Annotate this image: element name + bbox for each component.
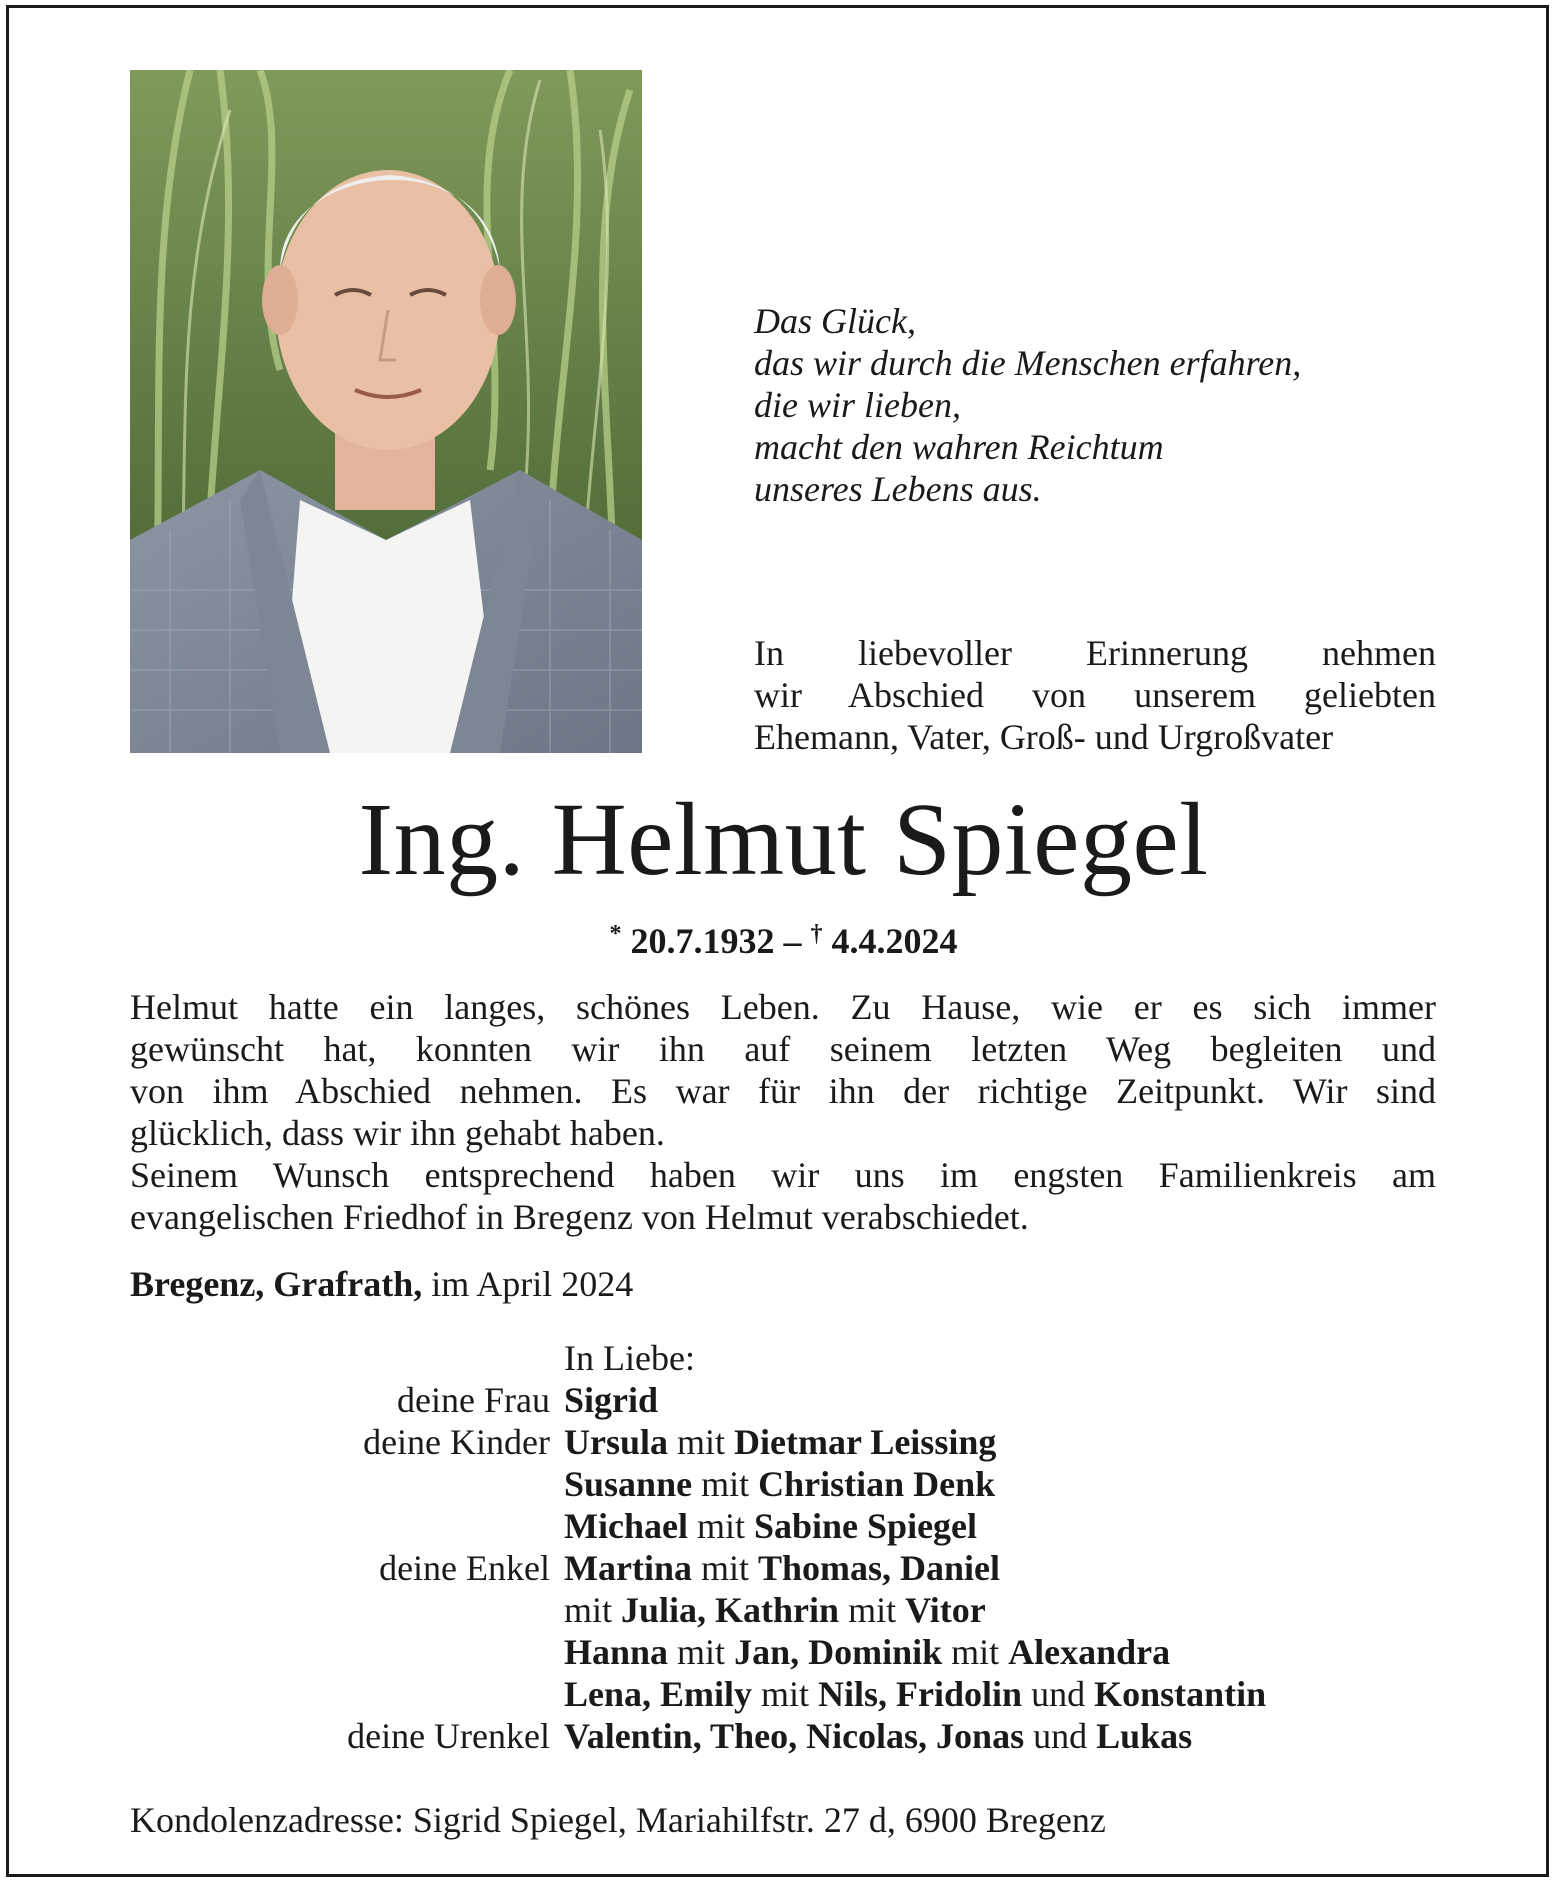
intro-text	[754, 632, 1436, 758]
family-relation	[130, 1673, 564, 1715]
family-member-name: Julia, Kathrin	[621, 1590, 840, 1630]
family-list	[130, 1337, 1450, 1757]
family-member-name: Sabine Spiegel	[753, 1506, 978, 1546]
family-member-name: Nils, Fridolin	[818, 1674, 1023, 1714]
family-member-name: Konstantin	[1094, 1674, 1267, 1714]
text-line: Seinem Wunsch entsprechend haben wir uns im engsten Familienkreis am	[130, 1155, 1436, 1195]
family-member-name: Christian Denk	[758, 1464, 996, 1504]
life-dates	[0, 912, 1567, 963]
family-connector: mit	[692, 1464, 759, 1504]
family-row	[130, 1673, 1450, 1715]
quote-line: macht den wahren Reichtum	[754, 427, 1164, 467]
family-row	[130, 1589, 1450, 1631]
text-line: Helmut hatte ein langes, schönes Leben. Zu Hause, wie er es sich immer	[130, 987, 1436, 1027]
text-line: von ihm Abschied nehmen. Es war für ihn der richtige Zeitpunkt. Wir sind	[130, 1071, 1436, 1111]
family-member-name: Susanne	[564, 1464, 693, 1504]
family-row	[130, 1547, 1450, 1589]
family-relation	[130, 1463, 564, 1505]
family-member-name: Valentin, Theo, Nicolas, Jonas	[564, 1716, 1025, 1756]
family-relation	[130, 1589, 564, 1631]
family-member-name: Thomas, Daniel	[757, 1548, 1001, 1588]
family-row	[130, 1631, 1450, 1673]
date-separator: –	[783, 921, 802, 961]
family-relation	[130, 1505, 564, 1547]
family-relation: deine Frau	[397, 1380, 550, 1420]
quote-line: die wir lieben,	[754, 385, 961, 425]
death-date: 4.4.2024	[831, 921, 958, 961]
obituary-text	[130, 986, 1436, 1238]
family-names	[564, 1463, 1450, 1505]
family-relation: deine Enkel	[379, 1548, 550, 1588]
family-connector: mit	[668, 1632, 735, 1672]
intro-line: wir Abschied von unserem geliebten	[754, 675, 1436, 715]
family-connector: und	[1024, 1716, 1097, 1756]
birth-date: 20.7.1932	[630, 921, 775, 961]
intro-line: In liebevoller Erinnerung nehmen	[754, 633, 1436, 673]
family-row	[130, 1379, 1450, 1421]
family-member-name: Jan, Dominik	[734, 1632, 943, 1672]
place-date	[130, 1262, 633, 1306]
text-line: evangelischen Friedhof in Bregenz von Helmut verabschiedet.	[130, 1197, 1029, 1237]
family-connector: mit	[752, 1674, 819, 1714]
portrait-illustration	[130, 70, 642, 753]
family-member-name: Sigrid	[564, 1380, 659, 1420]
intro-line: Ehemann, Vater, Groß- und Urgroßvater	[754, 717, 1334, 757]
portrait-photo	[130, 70, 642, 753]
family-row	[130, 1505, 1450, 1547]
family-row	[130, 1463, 1450, 1505]
family-member-name: Michael	[564, 1506, 688, 1546]
place-month: im April 2024	[422, 1264, 634, 1304]
family-names	[564, 1547, 1450, 1589]
family-row	[130, 1421, 1450, 1463]
family-heading-row	[130, 1337, 1450, 1379]
family-names	[564, 1673, 1450, 1715]
family-connector: mit	[564, 1590, 622, 1630]
family-names	[564, 1379, 1450, 1421]
family-member-name: Vitor	[905, 1590, 986, 1630]
family-connector: mit	[942, 1632, 1009, 1672]
text-line: glücklich, dass wir ihn gehabt haben.	[130, 1113, 665, 1153]
family-names	[564, 1589, 1450, 1631]
family-member-name: Hanna	[564, 1632, 669, 1672]
birth-symbol: *	[609, 921, 622, 947]
death-symbol: †	[810, 921, 823, 947]
quote-line: Das Glück,	[754, 301, 916, 341]
family-member-name: Alexandra	[1008, 1632, 1171, 1672]
text-line: gewünscht hat, konnten wir ihn auf seinem letzten Weg begleiten und	[130, 1029, 1436, 1069]
family-relation	[130, 1631, 564, 1673]
deceased-name: Ing. Helmut Spiegel	[358, 782, 1209, 897]
family-relation: deine Kinder	[363, 1422, 550, 1462]
family-connector: und	[1022, 1674, 1095, 1714]
family-member-name: Dietmar Leissing	[734, 1422, 997, 1462]
family-connector: mit	[839, 1590, 906, 1630]
family-row	[130, 1715, 1450, 1757]
quote	[754, 300, 1414, 510]
family-heading: In Liebe:	[564, 1338, 695, 1378]
family-member-name: Lena, Emily	[564, 1674, 753, 1714]
quote-line: unseres Lebens aus.	[754, 469, 1042, 509]
place-names: Bregenz, Grafrath,	[130, 1264, 423, 1304]
condolence-address: Kondolenzadresse: Sigrid Spiegel, Mariahilfstr. 27 d, 6900 Bregenz	[130, 1800, 1106, 1840]
quote-line: das wir durch die Menschen erfahren,	[754, 343, 1302, 383]
family-names	[564, 1715, 1450, 1757]
family-names	[564, 1631, 1450, 1673]
family-member-name: Lukas	[1096, 1716, 1193, 1756]
family-relation: deine Urenkel	[347, 1716, 550, 1756]
family-member-name: Ursula	[564, 1422, 669, 1462]
family-names	[564, 1421, 1450, 1463]
family-connector: mit	[691, 1548, 758, 1588]
family-names	[564, 1505, 1450, 1547]
family-connector: mit	[687, 1506, 754, 1546]
family-member-name: Martina	[564, 1548, 692, 1588]
family-connector: mit	[668, 1422, 735, 1462]
